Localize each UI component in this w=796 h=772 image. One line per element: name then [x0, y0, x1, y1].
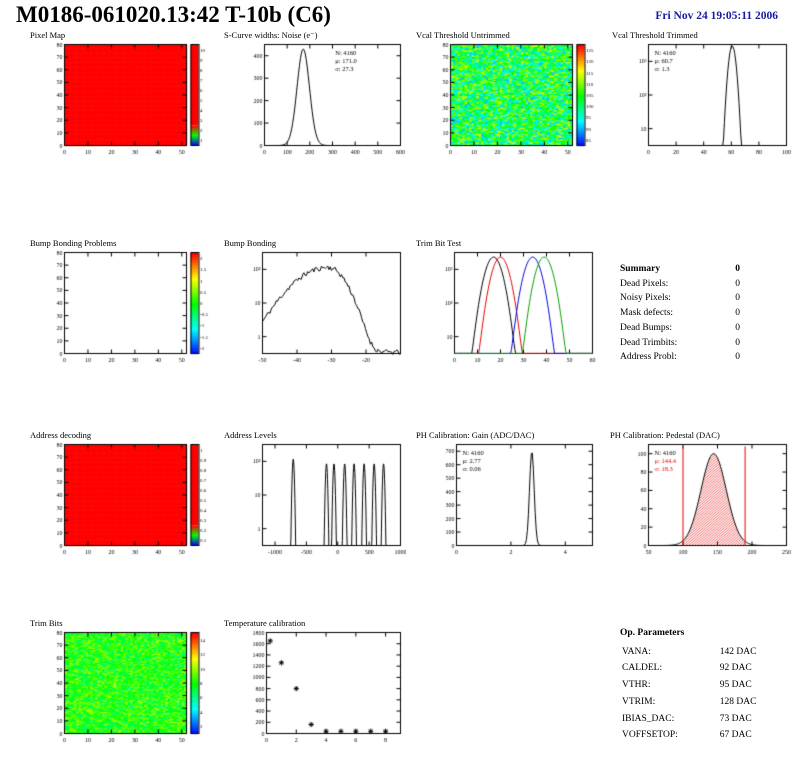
panel-title: Trim Bits	[30, 618, 63, 628]
op-parameters-heading: Op. Parameters	[620, 628, 685, 638]
panel-title: Bump Bonding	[224, 238, 277, 248]
op-param-value: 92 DAC	[719, 663, 752, 674]
panel-title: Temperature calibration	[224, 618, 306, 628]
summary-label: Dead Bumps:	[620, 322, 672, 333]
op-param-label: CALDEL:	[622, 663, 663, 674]
summary-value: 0	[735, 322, 741, 333]
address-decoding-plot	[46, 441, 212, 557]
summary-heading: Summary	[620, 264, 661, 274]
panel-title: PH Calibration: Pedestal (DAC)	[610, 430, 720, 440]
summary-label: Dead Pixels:	[620, 278, 669, 289]
trim-bits-plot	[46, 629, 212, 745]
panel-title: Vcal Threshold Untrimmed	[416, 30, 510, 40]
op-param-value: 73 DAC	[719, 713, 752, 724]
op-param-label: VTRIM:	[622, 696, 656, 707]
panel-title: S-Curve widths: Noise (e⁻)	[224, 30, 318, 40]
op-parameters-block	[620, 626, 758, 745]
summary-value: 0	[735, 278, 741, 289]
op-param-value: 128 DAC	[719, 696, 757, 707]
temperature-calibration-plot	[240, 629, 406, 745]
vcal-threshold-trimmed-plot	[626, 41, 792, 157]
op-param-label: VOFFSETOP:	[622, 730, 678, 741]
page-title: M0186-061020.13:42 T-10b (C6)	[16, 2, 331, 27]
panel-title: Pixel Map	[30, 30, 66, 40]
ph-calibration-gain-plot	[432, 441, 598, 557]
op-param-value: 67 DAC	[719, 730, 752, 741]
address-levels-plot	[240, 441, 406, 557]
summary-value: 0	[735, 293, 741, 304]
summary-label: Dead Trimbits:	[620, 337, 678, 348]
panel-title: Address Levels	[224, 430, 277, 440]
op-param-label: VANA:	[622, 646, 651, 657]
timestamp: Fri Nov 24 19:05:11 2006	[655, 10, 778, 22]
op-param-label: IBIAS_DAC:	[622, 713, 675, 724]
bump-bonding-problems-plot	[46, 249, 212, 365]
summary-block	[620, 262, 740, 365]
op-param-label: VTHR:	[622, 680, 651, 691]
trim-bit-test-plot	[432, 249, 598, 365]
summary-label: Address Probl:	[620, 352, 677, 363]
bump-bonding-plot	[240, 249, 406, 365]
panel-title: Trim Bit Test	[416, 238, 462, 248]
panel-title: Bump Bonding Problems	[30, 238, 117, 248]
summary-label: Noisy Pixels:	[620, 293, 671, 304]
summary-label: Mask defects:	[620, 308, 674, 319]
scurve-noise-plot	[240, 41, 406, 157]
pixel-map-plot	[46, 41, 212, 157]
ph-calibration-pedestal-plot	[626, 441, 792, 557]
summary-value: 0	[735, 352, 741, 363]
panel-title: PH Calibration: Gain (ADC/DAC)	[416, 430, 535, 440]
vcal-threshold-untrimmed-plot	[432, 41, 598, 157]
summary-value: 0	[735, 337, 741, 348]
summary-heading-value: 0	[735, 264, 741, 274]
panel-title: Vcal Threshold Trimmed	[612, 30, 698, 40]
panel-title: Address decoding	[30, 430, 92, 440]
summary-value: 0	[735, 308, 741, 319]
op-param-value: 95 DAC	[719, 680, 752, 691]
op-param-value: 142 DAC	[719, 646, 757, 657]
